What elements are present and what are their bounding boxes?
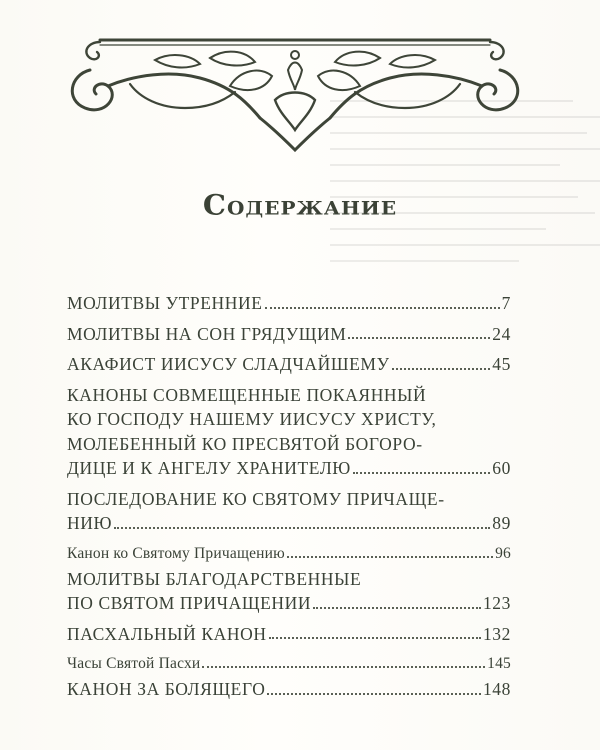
dot-leader [265, 306, 500, 309]
toc-entry-title: МОЛЕБЕННЫЙ КО ПРЕСВЯТОЙ БОГОРО- [67, 433, 423, 454]
toc-entry[interactable] [67, 291, 511, 316]
toc-entry-title: КАНОНЫ СОВМЕЩЕННЫЕ ПОКАЯННЫЙ [67, 384, 427, 405]
toc-entry-title: МОЛИТВЫ УТРЕННИЕ [67, 293, 263, 313]
toc-entry[interactable] [67, 383, 511, 481]
toc-page-number: 148 [482, 679, 511, 699]
toc-entry-title: ПАСХАЛЬНЫЙ КАНОН [67, 623, 267, 644]
toc-entry[interactable] [67, 322, 511, 347]
toc-entry-title: МОЛИТВЫ НА СОН ГРЯДУЩИМ [67, 323, 347, 344]
toc-entry-title: ПОСЛЕДОВАНИЕ КО СВЯТОМУ ПРИЧАЩЕ- [67, 488, 445, 509]
toc-page-number: 7 [501, 293, 511, 313]
toc-page-number: 123 [482, 593, 511, 613]
decorative-ornament [60, 30, 530, 155]
dot-leader [202, 665, 485, 668]
toc-entry[interactable] [67, 622, 511, 647]
dot-leader [287, 555, 493, 558]
dot-leader [267, 692, 480, 695]
dot-leader [313, 606, 481, 609]
toc-page-number: 96 [495, 544, 511, 562]
toc-page-number: 89 [492, 513, 511, 533]
toc-page-number: 60 [492, 458, 511, 478]
toc-entry[interactable] [67, 677, 511, 702]
table-of-contents [67, 291, 511, 708]
toc-page-number: 145 [487, 655, 511, 672]
dot-leader [353, 471, 490, 474]
toc-entry-title: Часы Святой Пасхи [67, 655, 201, 672]
dot-leader [392, 367, 491, 370]
toc-entry-title: МОЛИТВЫ БЛАГОДАРСТВЕННЫЕ [67, 568, 362, 589]
toc-entry-title: ДИЦЕ И К АНГЕЛУ ХРАНИТЕЛЮ [67, 458, 351, 478]
toc-entry[interactable] [67, 352, 511, 377]
dot-leader [269, 636, 481, 639]
toc-entry[interactable] [67, 567, 511, 616]
dot-leader [348, 336, 490, 339]
toc-entry-title: НИЮ [67, 513, 113, 533]
toc-page-number: 24 [492, 323, 511, 344]
toc-page-number: 132 [482, 623, 511, 644]
dot-leader [114, 526, 490, 529]
page-title: Содержание [202, 188, 398, 222]
toc-entry[interactable] [67, 652, 511, 675]
toc-entry-title: АКАФИСТ ИИСУСУ СЛАДЧАЙШЕМУ [67, 354, 390, 374]
toc-entry-title: ПО СВЯТОМ ПРИЧАЩЕНИИ [67, 593, 312, 613]
toc-entry-title: Канон ко Святому Причащению [67, 544, 285, 562]
toc-page-number: 45 [492, 354, 511, 374]
toc-entry-title: КО ГОСПОДУ НАШЕМУ ИИСУСУ ХРИСТУ, [67, 409, 437, 429]
toc-entry[interactable] [67, 487, 511, 536]
toc-entry[interactable] [67, 542, 511, 565]
toc-entry-title: КАНОН ЗА БОЛЯЩЕГО [67, 679, 266, 699]
